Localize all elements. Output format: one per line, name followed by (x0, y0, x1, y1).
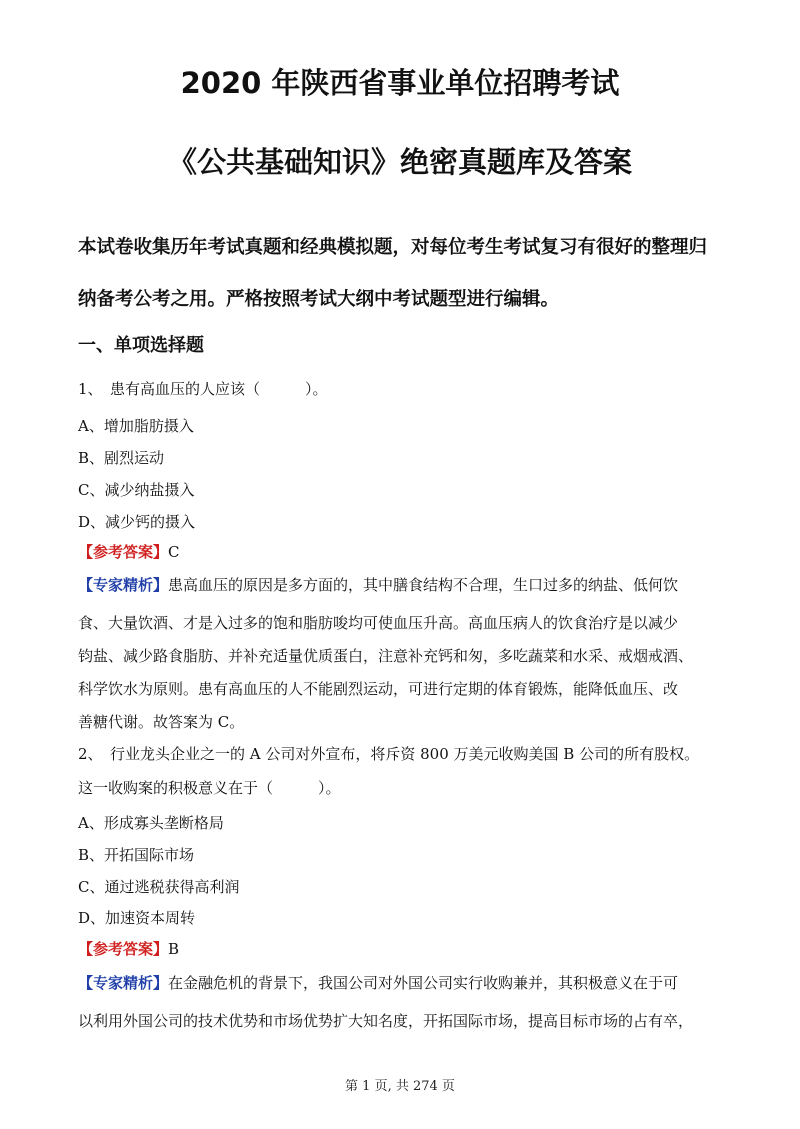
answer-label: 【参考答案】 (78, 543, 169, 561)
question-2-answer (78, 938, 179, 959)
document-title-line1: 2020 年陕西省事业单位招聘考试 (180, 66, 620, 100)
question-1-option-a: A、增加脂肪摄入 (78, 417, 194, 435)
question-2-option-c: C、通过逃税获得高利润 (78, 878, 240, 896)
question-1-number: 1、 (78, 380, 103, 398)
question-1-stem (78, 378, 328, 399)
question-2-option-d: D、加速资本周转 (78, 909, 196, 927)
question-2-number: 2、 (78, 745, 103, 763)
analysis-label: 【专家精析】 (78, 576, 169, 594)
question-2-option-b: B、开拓国际市场 (78, 846, 195, 864)
question-1-option-d: D、减少钙的摄入 (78, 513, 196, 531)
question-1-analysis-line1: 【专家精析】患高血压的原因是多方面的，其中膳食结构不合理，生口过多的纳盐、低何饮 (78, 576, 679, 594)
question-2-analysis-line2: 以利用外国公司的技术优势和市场优势扩大知名度，开拓国际市场，提高目标市场的占有卒， (78, 1012, 694, 1030)
section-heading: 一、单项选择题 (78, 335, 204, 356)
question-1-analysis-line3: 钧盐、减少路食脂肪、并补充适量优质蛋白，注意补充钙和匆，多吃蔬菜和水采、戒烟戒酒、 (78, 647, 694, 665)
question-2-stem-line2: 这一收购案的积极意义在于（ ）。 (78, 779, 341, 797)
question-1-analysis-line4: 科学饮水为原则。患有高血压的人不能剧烈运动，可进行定期的体育锻炼，能降低血压、改 (78, 680, 679, 698)
answer-value: B (168, 940, 180, 958)
page-footer: 第 1 页, 共 274 页 (345, 1079, 455, 1094)
question-1-option-b: B、剧烈运动 (78, 449, 165, 467)
question-1-option-c: C、减少纳盐摄入 (78, 481, 195, 499)
question-2-analysis-line1: 【专家精析】在金融危机的背景下，我国公司对外国公司实行收购兼并，其积极意义在于可 (78, 974, 679, 992)
question-2-text: 行业龙头企业之一的 A 公司对外宣布，将斥资 800 万美元收购美国 B 公司的所有股权。 (110, 745, 700, 763)
question-2-option-a: A、形成寡头垄断格局 (78, 814, 224, 832)
analysis-label: 【专家精析】 (78, 974, 169, 992)
question-1-analysis-line2: 食、大量饮酒、才是入过多的饱和脂肪唆均可使血压升高。高血压病人的饮食治疗是以减少 (78, 614, 679, 632)
intro-line2: 纳备考公考之用。严格按照考试大纲中考试题型进行编辑。 (78, 289, 560, 310)
question-1-text: 患有高血压的人应该（ ）。 (110, 380, 328, 398)
question-2-stem (78, 743, 699, 764)
intro-line1: 本试卷收集历年考试真题和经典模拟题，对每位考生考试复习有很好的整理归 (78, 237, 708, 258)
answer-label: 【参考答案】 (78, 940, 169, 958)
question-1-analysis-line5: 善糖代谢。故答案为 C。 (78, 713, 245, 731)
question-1-answer (78, 541, 180, 562)
answer-value: C (168, 543, 180, 561)
document-title-line2: 《公共基础知识》绝密真题库及答案 (167, 145, 632, 179)
